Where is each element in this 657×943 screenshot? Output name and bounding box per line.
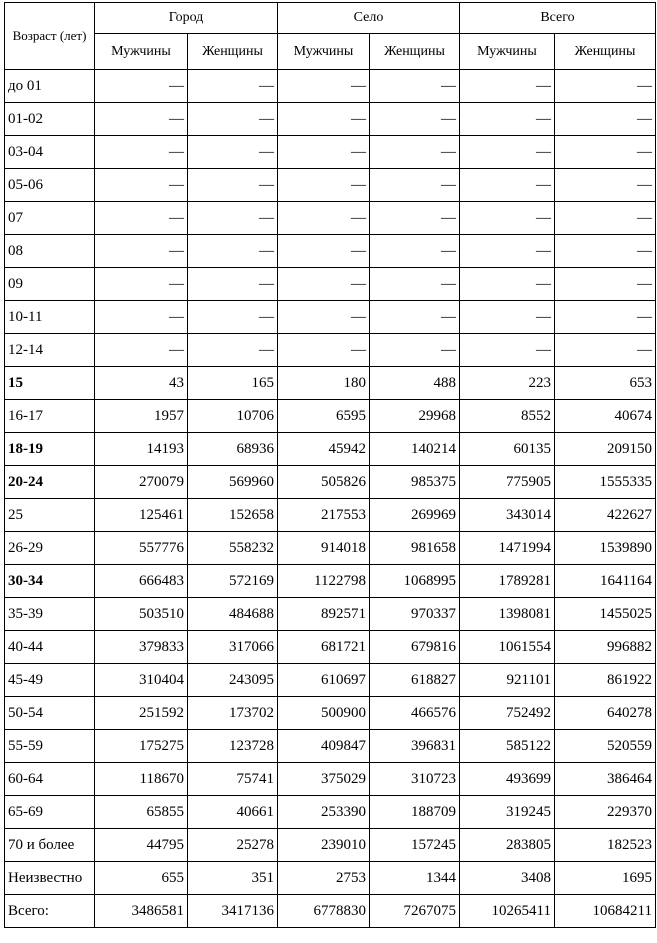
value-cell: — (188, 103, 278, 136)
table-row (5, 565, 656, 598)
table-row (5, 796, 656, 829)
value-cell: 165 (188, 367, 278, 400)
value-cell: — (460, 103, 555, 136)
value-cell: 396831 (370, 730, 460, 763)
value-cell: 60135 (460, 433, 555, 466)
value-cell: 68936 (188, 433, 278, 466)
value-cell: — (370, 103, 460, 136)
value-cell: 25278 (188, 829, 278, 862)
value-cell: — (555, 103, 656, 136)
header-row-groups (5, 3, 656, 34)
value-cell: — (460, 301, 555, 334)
value-cell: 152658 (188, 499, 278, 532)
value-cell: — (95, 136, 188, 169)
age-cell: 10-11 (5, 301, 95, 334)
value-cell: 970337 (370, 598, 460, 631)
value-cell: — (460, 70, 555, 103)
value-cell: 3486581 (95, 895, 188, 928)
value-cell: 175275 (95, 730, 188, 763)
value-cell: 125461 (95, 499, 188, 532)
value-cell: 188709 (370, 796, 460, 829)
value-cell: 8552 (460, 400, 555, 433)
table-row (5, 532, 656, 565)
age-cell: 15 (5, 367, 95, 400)
table-row (5, 400, 656, 433)
value-cell: — (555, 235, 656, 268)
value-cell: — (555, 268, 656, 301)
value-cell: — (95, 235, 188, 268)
value-cell: 251592 (95, 697, 188, 730)
value-cell: 520559 (555, 730, 656, 763)
value-cell: — (555, 202, 656, 235)
age-column-header: Возраст (лет) (5, 3, 95, 70)
value-cell: 610697 (278, 664, 370, 697)
value-cell: — (188, 334, 278, 367)
value-cell: — (460, 202, 555, 235)
value-cell: 775905 (460, 466, 555, 499)
age-cell: 16-17 (5, 400, 95, 433)
value-cell: 558232 (188, 532, 278, 565)
value-cell: 351 (188, 862, 278, 895)
value-cell: 65855 (95, 796, 188, 829)
sub-header-city-women: Женщины (188, 34, 278, 70)
value-cell: — (460, 169, 555, 202)
value-cell: 985375 (370, 466, 460, 499)
table-row (5, 202, 656, 235)
value-cell: 239010 (278, 829, 370, 862)
value-cell: 375029 (278, 763, 370, 796)
value-cell: — (370, 169, 460, 202)
value-cell: 585122 (460, 730, 555, 763)
value-cell: 75741 (188, 763, 278, 796)
age-cell: 12-14 (5, 334, 95, 367)
value-cell: 10265411 (460, 895, 555, 928)
value-cell: — (95, 169, 188, 202)
value-cell: 317066 (188, 631, 278, 664)
age-cell: 26-29 (5, 532, 95, 565)
value-cell: — (555, 334, 656, 367)
table-row (5, 367, 656, 400)
value-cell: — (370, 202, 460, 235)
value-cell: 488 (370, 367, 460, 400)
age-cell: 07 (5, 202, 95, 235)
value-cell: 640278 (555, 697, 656, 730)
header-row-sex (5, 34, 656, 70)
value-cell: 118670 (95, 763, 188, 796)
age-cell: 30-34 (5, 565, 95, 598)
value-cell: 386464 (555, 763, 656, 796)
table-body (5, 70, 656, 928)
value-cell: 173702 (188, 697, 278, 730)
age-cell: 08 (5, 235, 95, 268)
value-cell: — (278, 334, 370, 367)
value-cell: 921101 (460, 664, 555, 697)
age-cell: 60-64 (5, 763, 95, 796)
value-cell: — (188, 268, 278, 301)
table-row (5, 829, 656, 862)
value-cell: 1068995 (370, 565, 460, 598)
value-cell: 310723 (370, 763, 460, 796)
table-row (5, 103, 656, 136)
table-row (5, 70, 656, 103)
table-row (5, 730, 656, 763)
value-cell: 157245 (370, 829, 460, 862)
value-cell: 572169 (188, 565, 278, 598)
value-cell: — (278, 169, 370, 202)
value-cell: 2753 (278, 862, 370, 895)
value-cell: 43 (95, 367, 188, 400)
value-cell: — (370, 301, 460, 334)
value-cell: 892571 (278, 598, 370, 631)
value-cell: 1061554 (460, 631, 555, 664)
value-cell: — (278, 202, 370, 235)
value-cell: — (278, 103, 370, 136)
age-cell: 25 (5, 499, 95, 532)
value-cell: 1539890 (555, 532, 656, 565)
value-cell: 319245 (460, 796, 555, 829)
value-cell: — (278, 136, 370, 169)
value-cell: 1789281 (460, 565, 555, 598)
value-cell: 1398081 (460, 598, 555, 631)
value-cell: 1344 (370, 862, 460, 895)
value-cell: — (460, 136, 555, 169)
value-cell: 1957 (95, 400, 188, 433)
value-cell: 569960 (188, 466, 278, 499)
value-cell: 379833 (95, 631, 188, 664)
value-cell: 1695 (555, 862, 656, 895)
age-cell: 40-44 (5, 631, 95, 664)
value-cell: — (95, 268, 188, 301)
age-cell: 18-19 (5, 433, 95, 466)
value-cell: 14193 (95, 433, 188, 466)
table-row (5, 862, 656, 895)
value-cell: — (370, 334, 460, 367)
age-cell: 45-49 (5, 664, 95, 697)
value-cell: — (188, 301, 278, 334)
value-cell: 209150 (555, 433, 656, 466)
value-cell: 681721 (278, 631, 370, 664)
value-cell: 981658 (370, 532, 460, 565)
value-cell: — (555, 70, 656, 103)
value-cell: — (555, 169, 656, 202)
value-cell: 618827 (370, 664, 460, 697)
value-cell: — (278, 235, 370, 268)
table-row (5, 169, 656, 202)
table-row (5, 466, 656, 499)
value-cell: — (95, 301, 188, 334)
value-cell: 422627 (555, 499, 656, 532)
value-cell: — (95, 202, 188, 235)
value-cell: 10706 (188, 400, 278, 433)
table-row (5, 235, 656, 268)
value-cell: 666483 (95, 565, 188, 598)
value-cell: 180 (278, 367, 370, 400)
value-cell: 310404 (95, 664, 188, 697)
age-cell: 05-06 (5, 169, 95, 202)
value-cell: 44795 (95, 829, 188, 862)
value-cell: 1471994 (460, 532, 555, 565)
age-cell: 20-24 (5, 466, 95, 499)
value-cell: 996882 (555, 631, 656, 664)
age-cell: 50-54 (5, 697, 95, 730)
value-cell: 217553 (278, 499, 370, 532)
value-cell: 484688 (188, 598, 278, 631)
value-cell: 409847 (278, 730, 370, 763)
age-cell: 70 и более (5, 829, 95, 862)
table-row (5, 598, 656, 631)
value-cell: 679816 (370, 631, 460, 664)
value-cell: 3417136 (188, 895, 278, 928)
value-cell: — (95, 70, 188, 103)
value-cell: — (370, 268, 460, 301)
age-cell: 55-59 (5, 730, 95, 763)
table-row (5, 895, 656, 928)
age-cell: до 01 (5, 70, 95, 103)
value-cell: — (370, 235, 460, 268)
value-cell: 861922 (555, 664, 656, 697)
value-cell: 6595 (278, 400, 370, 433)
value-cell: 557776 (95, 532, 188, 565)
table-row (5, 631, 656, 664)
value-cell: 7267075 (370, 895, 460, 928)
value-cell: 40674 (555, 400, 656, 433)
value-cell: 270079 (95, 466, 188, 499)
value-cell: 45942 (278, 433, 370, 466)
sub-header-city-men: Мужчины (95, 34, 188, 70)
value-cell: — (188, 169, 278, 202)
age-cell: 09 (5, 268, 95, 301)
value-cell: 223 (460, 367, 555, 400)
value-cell: 243095 (188, 664, 278, 697)
value-cell: 6778830 (278, 895, 370, 928)
value-cell: 123728 (188, 730, 278, 763)
value-cell: 914018 (278, 532, 370, 565)
value-cell: 269969 (370, 499, 460, 532)
value-cell: — (95, 103, 188, 136)
group-header-total: Всего (460, 3, 656, 34)
group-header-city: Город (95, 3, 278, 34)
value-cell: 466576 (370, 697, 460, 730)
table-row (5, 499, 656, 532)
age-cell: 65-69 (5, 796, 95, 829)
value-cell: 1122798 (278, 565, 370, 598)
value-cell: 140214 (370, 433, 460, 466)
value-cell: 655 (95, 862, 188, 895)
value-cell: 500900 (278, 697, 370, 730)
value-cell: 1641164 (555, 565, 656, 598)
value-cell: 505826 (278, 466, 370, 499)
value-cell: 3408 (460, 862, 555, 895)
value-cell: — (460, 334, 555, 367)
value-cell: 493699 (460, 763, 555, 796)
table-row (5, 136, 656, 169)
age-cell: Всего: (5, 895, 95, 928)
value-cell: 343014 (460, 499, 555, 532)
sub-header-total-men: Мужчины (460, 34, 555, 70)
group-header-village: Село (278, 3, 460, 34)
value-cell: — (278, 301, 370, 334)
age-cell: Неизвестно (5, 862, 95, 895)
census-table (4, 2, 656, 928)
sub-header-village-women: Женщины (370, 34, 460, 70)
value-cell: 229370 (555, 796, 656, 829)
sub-header-total-women: Женщины (555, 34, 656, 70)
value-cell: 29968 (370, 400, 460, 433)
value-cell: 283805 (460, 829, 555, 862)
value-cell: — (188, 70, 278, 103)
value-cell: — (555, 136, 656, 169)
value-cell: — (460, 235, 555, 268)
table-row (5, 697, 656, 730)
table-row (5, 334, 656, 367)
table-row (5, 664, 656, 697)
value-cell: — (460, 268, 555, 301)
value-cell: 653 (555, 367, 656, 400)
age-cell: 03-04 (5, 136, 95, 169)
value-cell: 1455025 (555, 598, 656, 631)
value-cell: 1555335 (555, 466, 656, 499)
value-cell: 10684211 (555, 895, 656, 928)
value-cell: — (555, 301, 656, 334)
value-cell: — (370, 70, 460, 103)
sub-header-village-men: Мужчины (278, 34, 370, 70)
value-cell: — (95, 334, 188, 367)
value-cell: — (188, 202, 278, 235)
value-cell: 40661 (188, 796, 278, 829)
age-cell: 35-39 (5, 598, 95, 631)
value-cell: — (188, 136, 278, 169)
table-row (5, 301, 656, 334)
value-cell: 182523 (555, 829, 656, 862)
table-row (5, 433, 656, 466)
value-cell: 503510 (95, 598, 188, 631)
table-row (5, 268, 656, 301)
value-cell: — (370, 136, 460, 169)
value-cell: — (188, 235, 278, 268)
value-cell: — (278, 70, 370, 103)
value-cell: 253390 (278, 796, 370, 829)
value-cell: — (278, 268, 370, 301)
table-row (5, 763, 656, 796)
value-cell: 752492 (460, 697, 555, 730)
age-cell: 01-02 (5, 103, 95, 136)
